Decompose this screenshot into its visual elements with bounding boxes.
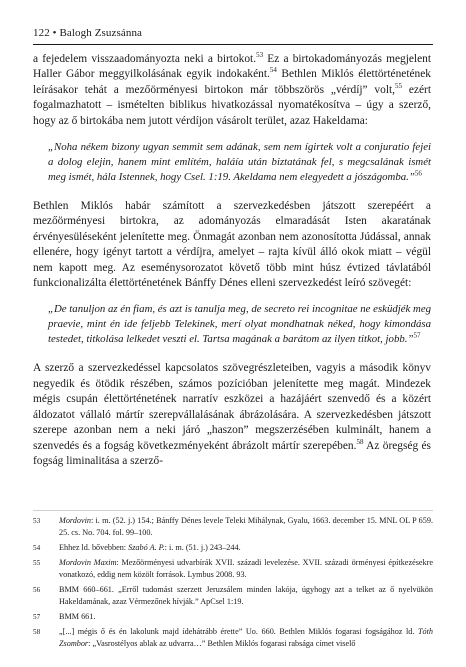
paragraph-2: Bethlen Miklós habár számított a szervezkedésben játszott szerepéért a mezőörményesi birtokra, az adományozás elmaradását Isten akaratának érvényesüléseként jelenítette meg. Önmagát azonban nem azonosította Júdással, annak ellenére, hogy igényt tartott a vérdíjra, amelyet – rajta kívül álló okok miatt – végül nem kapott meg. Az eseménysorozatot követő több mint húsz évtized távlatából funkcionalizálta élettörténetének Bánffy Dénes elleni szervezkedést leíró szövegét:	[33, 200, 431, 290]
footnote-text: „[...] mégis ő és én lakolunk majd ídehátrább érette” Uo. 660. Bethlen Miklós fogarasi fogságához ld. Tóth Zsombor: „Vasrostélyos ablak az udvarra…” Bethlen Miklós fogarasi rabsága címet viselő	[59, 627, 433, 648]
footnote	[33, 626, 433, 650]
footnote-text: BMM 661.	[59, 612, 96, 621]
footnote-ref-53[interactable]: 53	[256, 51, 264, 60]
footnote	[33, 557, 433, 581]
header-rule	[33, 44, 433, 45]
main-text	[33, 52, 431, 469]
footnote-text: Ehhez ld. bővebben: Szabó A. P.: i. m. (51. j.) 243–244.	[59, 543, 241, 552]
footnote-number: 54	[33, 544, 41, 552]
footnote-number: 56	[33, 586, 41, 594]
footnote-ref-58[interactable]: 58	[356, 437, 364, 446]
footnote-text: Mordovin Maxim: Mezőörményesi udvarbírák XVII. századi levelezése. XVII. századi örményesi építkezésekre vonatkozó, eddig nem közölt források. Lymbus 2008. 93.	[59, 558, 433, 579]
footnote	[33, 611, 433, 623]
footnote-rule	[33, 510, 433, 511]
footnote-ref-54[interactable]: 54	[269, 66, 277, 75]
footnotes	[33, 515, 433, 653]
footnote-text: Mordovin: i. m. (52. j.) 154.; Bánffy Dénes levele Teleki Mihálynak, Gyalu, 1663. december 15. MNL OL P 659. 25. cs. No. 704. fol. 99–100.	[59, 516, 433, 537]
footnote-text: BMM 660–661. „Erről tudomást szerzett Jeruzsálem minden lakója, úgyhogy azt a telket az ő nyelvükön Hakeldamának, azaz Vérmezőnek hívják.” ApCsel 1:19.	[59, 585, 433, 606]
header-author: Balogh Zsuzsánna	[59, 27, 143, 39]
footnote	[33, 515, 433, 539]
footnote	[33, 542, 433, 554]
running-header	[33, 26, 433, 40]
footnote-number: 57	[33, 613, 41, 621]
footnote-number: 53	[33, 517, 41, 525]
header-separator: •	[52, 27, 57, 39]
paragraph-3: A szerző a szervezkedéssel kapcsolatos szövegrészleteiben, vagyis a második könyv negyedik és ötödik részében, számos pozícióban jelenítette meg magát. Mindezek mégis csupán élettörténetének narratív eszközei a hazájáért szenvedő és a közért áldozatot vállaló mártír szerepvállalásának ábrázolására. A szervezkedésben játszott szerepe azonban nem a neki járó „haszon” megszerzésében kulminált, hanem a szenvedés és a fogság következményeként ábrázolt mártír szerepében.$^{58}$ Az öregség és fogság liminalitása a szerző-	[33, 362, 431, 467]
footnote-ref-57[interactable]: 57	[413, 331, 421, 340]
block-quote-1: „Noha nékem bizony ugyan semmit sem adának, sem nem ígirtek volt a conjuratio fejei a dolog elejin, hanem mint említém, haláía után biztatának fel, s megcsalának ismét meg ismét, hála Istennek, hogy Csel. 1:19. Akeldama nem elegyedett a jószágomba.”$^{56}$	[48, 141, 431, 184]
footnote-number: 58	[33, 628, 41, 636]
page-number: 122	[33, 27, 50, 39]
paragraph-1: a fejedelem visszaadományozta neki a birtokot.$^{53}$ Ez a birtokadományozás megjelent Haller Gábor meggyilkolásának egyik indokaként.$^{54}$ Bethlen Miklós élettörténetének leírásakor tehát a mezőörményesi birtokon már többszörös „vérdíj” volt,$^{55}$ ezért fogalmazhatott – ismételten biblikus hivatkozással nyomatékosítva – úgy a szerző, hogy az ő birtokába nem jutott vérdíjon vásárolt terület, azaz Hakeldama:	[33, 51, 432, 127]
block-quote-2: „De tanuljon az én fiam, és azt is tanulja meg, de secreto rei incognitae ne esküdjék meg praevie, mint én ide feljebb Telekinek, merí olyat mondhatnak néked, hogy kimondása testedet, titkolása lelkedet veszti el. Tartsa magának a barátom az ilyen titkot, jobb.”$^{57}$	[48, 303, 432, 346]
footnote-ref-56[interactable]: 56	[414, 169, 422, 178]
footnote-ref-55[interactable]: 55	[395, 82, 403, 91]
footnote	[33, 584, 433, 608]
footnote-number: 55	[33, 559, 41, 567]
